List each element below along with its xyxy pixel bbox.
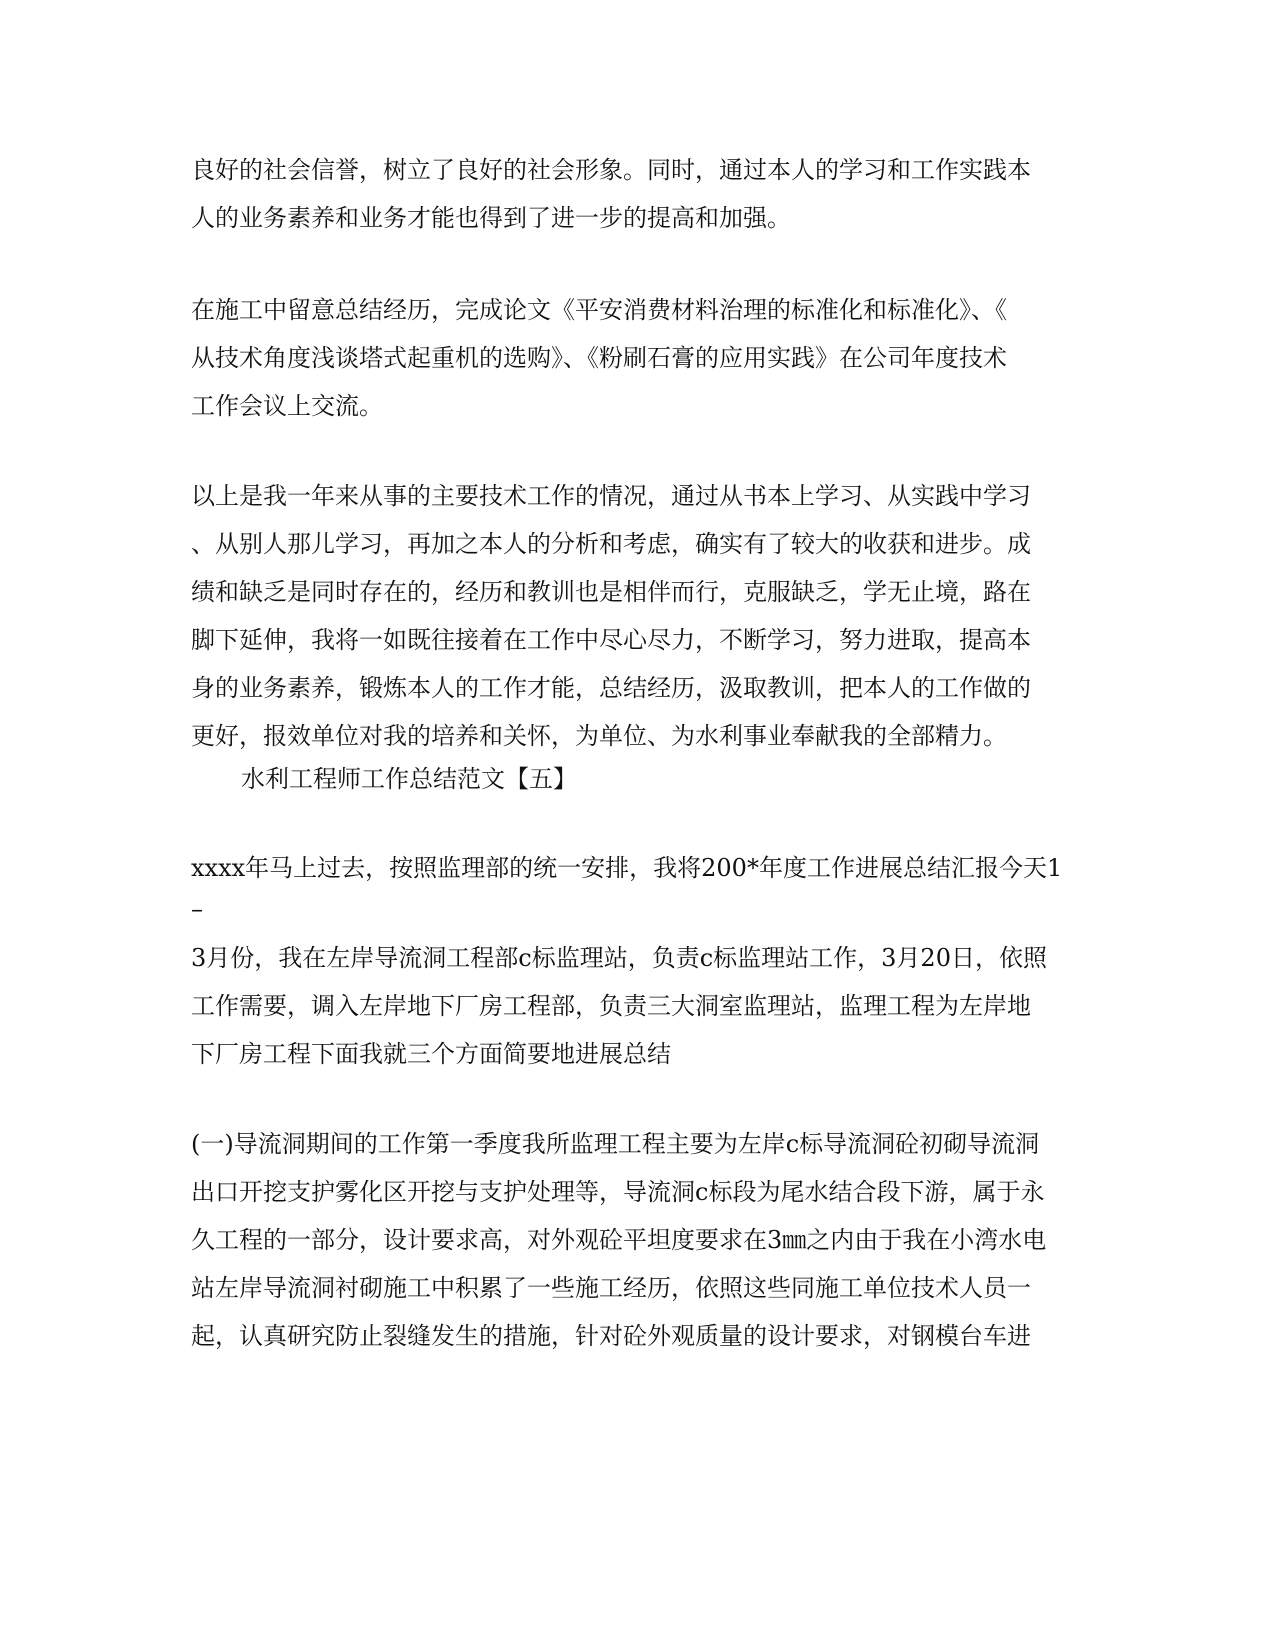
text-line: – <box>191 895 203 923</box>
text-line: 绩和缺乏是同时存在的，经历和教训也是相伴而行，克服缺乏，学无止境，路在 <box>191 578 1031 606</box>
text-line: 起，认真研究防止裂缝发生的措施，针对砼外观质量的设计要求，对钢模台车进 <box>191 1322 1031 1350</box>
text-line: 3月份，我在左岸导流洞工程部c标监理站，负责c标监理站工作，3月20日，依照 <box>191 944 1047 972</box>
text-line: 下厂房工程下面我就三个方面简要地进展总结 <box>191 1040 671 1068</box>
paragraph-intro <box>191 844 1091 926</box>
text-line: 人的业务素养和业务才能也得到了进一步的提高和加强。 <box>191 204 791 232</box>
text-line: 工作需要，调入左岸地下厂房工程部，负责三大洞室监理站，监理工程为左岸地 <box>191 992 1031 1020</box>
text-line: 脚下延伸，我将一如既往接着在工作中尽心尽力，不断学习，努力进取，提高本 <box>191 626 1031 654</box>
text-line: 从技术角度浅谈塔式起重机的选购》、《粉刷石膏的应用实践》在公司年度技术 <box>191 344 1007 372</box>
text-line: 更好，报效单位对我的培养和关怀，为单位、为水利事业奉献我的全部精力。 <box>191 722 1007 750</box>
paragraph-diversion-tunnel <box>191 1120 1091 1360</box>
text-line: 以上是我一年来从事的主要技术工作的情况，通过从书本上学习、从实践中学习 <box>191 482 1031 510</box>
text-line: xxxx年马上过去，按照监理部的统一安排，我将200*年度工作进展总结汇报今天1 <box>191 854 1063 882</box>
text-line: 、从别人那儿学习，再加之本人的分析和考虑，确实有了较大的收获和进步。成 <box>191 530 1031 558</box>
paragraph-papers <box>191 286 1091 430</box>
text-line: 久工程的一部分，设计要求高，对外观砼平坦度要求在3㎜之内由于我在小湾水电 <box>191 1226 1047 1254</box>
text-line: 良好的社会信誉，树立了良好的社会形象。同时，通过本人的学习和工作实践本 <box>191 156 1031 184</box>
text-line: 工作会议上交流。 <box>191 392 383 420</box>
paragraph-reputation <box>191 146 1091 242</box>
section-heading: 水利工程师工作总结范文【五】 <box>241 765 577 793</box>
paragraph-summary <box>191 472 1091 760</box>
paragraph-assignment <box>191 934 1091 1078</box>
text-line: 身的业务素养，锻炼本人的工作才能，总结经历，汲取教训，把本人的工作做的 <box>191 674 1031 702</box>
text-line: 出口开挖支护雾化区开挖与支护处理等，导流洞c标段为尾水结合段下游，属于永 <box>191 1178 1045 1206</box>
text-line: 站左岸导流洞衬砌施工中积累了一些施工经历，依照这些同施工单位技术人员一 <box>191 1274 1031 1302</box>
text-line: (一)导流洞期间的工作第一季度我所监理工程主要为左岸c标导流洞砼初砌导流洞 <box>191 1130 1040 1158</box>
text-line: 在施工中留意总结经历，完成论文《平安消费材料治理的标准化和标准化》、《 <box>191 296 1007 324</box>
